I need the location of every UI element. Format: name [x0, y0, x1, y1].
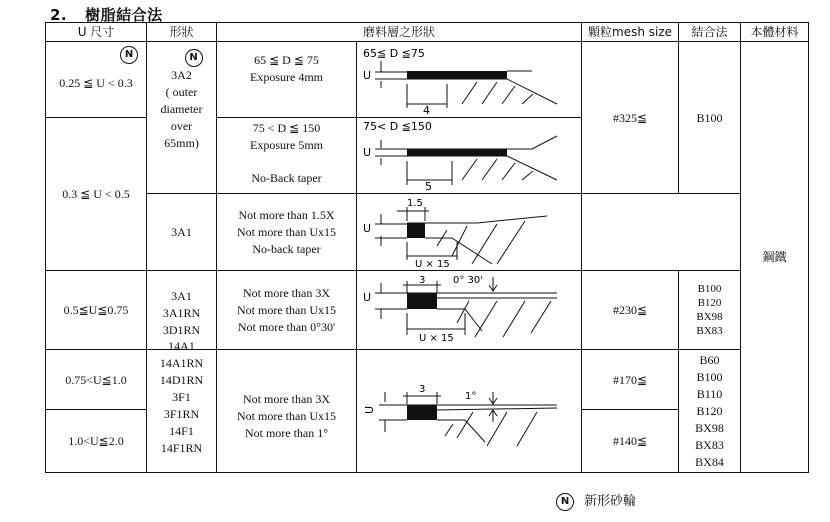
dimension-label: U × 15	[419, 333, 454, 344]
bond-line: BX98	[696, 311, 723, 323]
wheel-outline	[437, 309, 482, 331]
hatch-line	[517, 412, 537, 446]
new-wheel-badge: N	[556, 493, 574, 511]
spec-line: 65 ≦ D ≦ 75	[254, 53, 319, 67]
shape-cell-3a1: 3A1	[147, 194, 217, 271]
spec-line: Exposure 4mm	[250, 70, 323, 84]
u-label: U	[363, 69, 372, 82]
diagram-label: 65≦ D ≦75	[363, 47, 425, 60]
u-cell-r1	[46, 42, 147, 118]
hatch-line	[462, 159, 477, 180]
bond-line: BX83	[696, 325, 723, 337]
spec-cell-r45	[217, 350, 357, 473]
abrasive-layer	[407, 293, 437, 309]
u-label: U	[363, 291, 372, 304]
spec-line: Not more than Ux15	[237, 408, 336, 423]
u-range-r3: 0.5≦U≦0.75	[46, 271, 147, 350]
material-cell: 鋼鐵	[741, 42, 809, 473]
spec-line	[217, 154, 356, 170]
bond-line: BX84	[695, 454, 724, 469]
mesh-cell-140: #140≦	[582, 410, 679, 473]
shape-cell-r45	[147, 339, 217, 473]
shape-line: over	[170, 119, 193, 133]
table-row	[46, 42, 809, 118]
spec-line: Not more than 3X	[243, 391, 330, 406]
hatch-line	[445, 424, 453, 436]
bond-line: B120	[696, 403, 723, 418]
spec-line: No-Back taper	[251, 171, 322, 185]
spec-line: Exposure 5mm	[250, 138, 323, 152]
hatch-line	[482, 159, 497, 180]
header-bond: 結合法	[679, 23, 741, 42]
u-label: U	[363, 405, 376, 414]
spec-line: Not more than 3X	[243, 285, 330, 300]
exposure-5mm-diagram	[357, 118, 582, 193]
bond-line: BX98	[695, 420, 724, 435]
spec-line: 75 < D ≦ 150	[252, 121, 321, 135]
legend-text: 新形砂輪	[584, 494, 637, 509]
bond-line: B120	[697, 297, 722, 309]
u-label: U	[363, 222, 372, 235]
bond-line: B110	[696, 386, 723, 401]
diagram-label: 75< D ≦150	[363, 120, 432, 133]
diagram-cell-r1a	[357, 42, 582, 118]
hatch-line	[531, 301, 551, 333]
hatch-line	[472, 224, 497, 264]
hatch-line	[502, 86, 515, 104]
bond-line: B100	[697, 283, 722, 295]
hatch-line	[522, 171, 533, 180]
hatch-line	[502, 163, 515, 180]
taper-030-diagram	[357, 271, 582, 349]
hatch-line	[503, 301, 525, 337]
bond-line: B100	[696, 369, 723, 384]
abrasive-layer	[407, 405, 437, 420]
section-title-text: 樹脂結合法	[85, 6, 163, 24]
shape-line: 3A1	[171, 288, 192, 303]
mesh-cell-325: #325≦	[582, 42, 679, 194]
dimension-label: U × 15	[415, 259, 450, 270]
exposure-4mm-diagram	[357, 42, 582, 117]
table-row	[46, 350, 809, 410]
taper-1deg-diagram	[357, 350, 582, 472]
spec-cell-r1a	[217, 42, 357, 118]
new-wheel-badge: N	[120, 46, 138, 64]
shape-line: 65mm)	[164, 136, 199, 150]
dimension-label: 4	[423, 104, 430, 117]
shape-line: 3F1	[172, 390, 191, 404]
bond-line: B60	[699, 352, 720, 367]
spec-cell-r2	[217, 194, 357, 271]
shape-line: 14F1	[169, 424, 194, 438]
shape-cell-3a2	[147, 42, 217, 194]
bond-cell-r3	[679, 271, 741, 350]
new-wheel-badge: N	[185, 49, 203, 67]
dimension-label: 1.5	[407, 198, 423, 209]
legend	[556, 490, 636, 511]
bond-cell-r45	[679, 350, 741, 473]
diagram-cell-r3	[357, 271, 582, 350]
spec-line: Not more than 1°	[244, 425, 329, 440]
wheel-outline	[407, 216, 547, 223]
shape-line: 3A1RN	[162, 305, 201, 320]
bond-cell-b100: B100	[679, 42, 741, 194]
u-range-r5: 1.0<U≦2.0	[46, 410, 147, 473]
u-label: U	[363, 146, 372, 159]
resin-bond-table	[45, 22, 809, 473]
wheel-outline	[407, 156, 557, 180]
shape-line: 3D1RN	[162, 322, 201, 337]
hatch-line	[462, 82, 477, 104]
wheel-outline	[407, 79, 557, 104]
shape-line: 3F1RN	[163, 407, 200, 421]
shape-line: 14F1RN	[160, 441, 203, 455]
bond-line: BX83	[695, 437, 724, 452]
shape-line: diameter	[160, 102, 203, 116]
spec-line: Not more than 1.5X	[238, 207, 335, 222]
diagram-cell-r1b	[357, 118, 582, 194]
shape-line: 14A1RN	[159, 356, 204, 370]
header-row	[46, 23, 809, 42]
wheel-outline	[407, 136, 557, 149]
abrasive-layer	[407, 149, 507, 156]
hatch-line	[457, 412, 473, 438]
spec-cell-r1b	[217, 118, 357, 194]
shape-line: 14D1RN	[159, 373, 204, 387]
header-body-material: 本體材料	[741, 23, 809, 42]
header-shape: 形狀	[147, 23, 217, 42]
angle-label: 1°	[465, 391, 477, 402]
hatch-line	[497, 221, 525, 264]
spec-line: Not more than Ux15	[237, 224, 336, 239]
spec-line: Not more than Ux15	[237, 302, 336, 317]
mesh-cell-170: #170≦	[582, 350, 679, 410]
dimension-label: 5	[425, 180, 432, 193]
diagram-cell-r45	[357, 350, 582, 473]
wheel-outline	[437, 408, 557, 410]
table-row	[46, 194, 809, 271]
dimension-label: 3	[419, 275, 426, 286]
mesh-cell-230: #230≦	[582, 271, 679, 350]
hatch-line	[482, 82, 497, 104]
dimension-label: 3	[419, 384, 426, 395]
shape-line: 3A2	[171, 68, 192, 82]
header-u-size: U 尺寸	[46, 23, 147, 42]
abrasive-layer	[407, 223, 425, 238]
diagram-cell-r2	[357, 194, 582, 271]
spec-line: Not more than 0°30'	[237, 319, 336, 334]
u-range-r4: 0.75<U≦1.0	[46, 350, 147, 410]
u-range-r1: 0.25 ≦ U < 0.3	[59, 76, 133, 90]
hatch-line	[487, 412, 507, 446]
spec-cell-r3	[217, 271, 357, 350]
angle-label: 0° 30'	[453, 275, 484, 286]
u-range-r2: 0.3 ≦ U < 0.5	[46, 118, 147, 271]
header-mesh-size: 顆粒mesh size	[582, 23, 679, 42]
header-layer-shape: 磨料層之形狀	[217, 23, 582, 42]
abrasive-layer	[407, 71, 507, 79]
section-number: 2.	[50, 6, 68, 24]
hatch-line	[475, 301, 497, 337]
shape-line: ( outer	[165, 85, 198, 99]
no-back-taper-diagram	[357, 194, 582, 270]
hatch-line	[452, 226, 467, 256]
shape-line: 14A1	[168, 339, 195, 353]
hatch-line	[522, 94, 533, 104]
spec-line: No-back taper	[252, 241, 321, 256]
